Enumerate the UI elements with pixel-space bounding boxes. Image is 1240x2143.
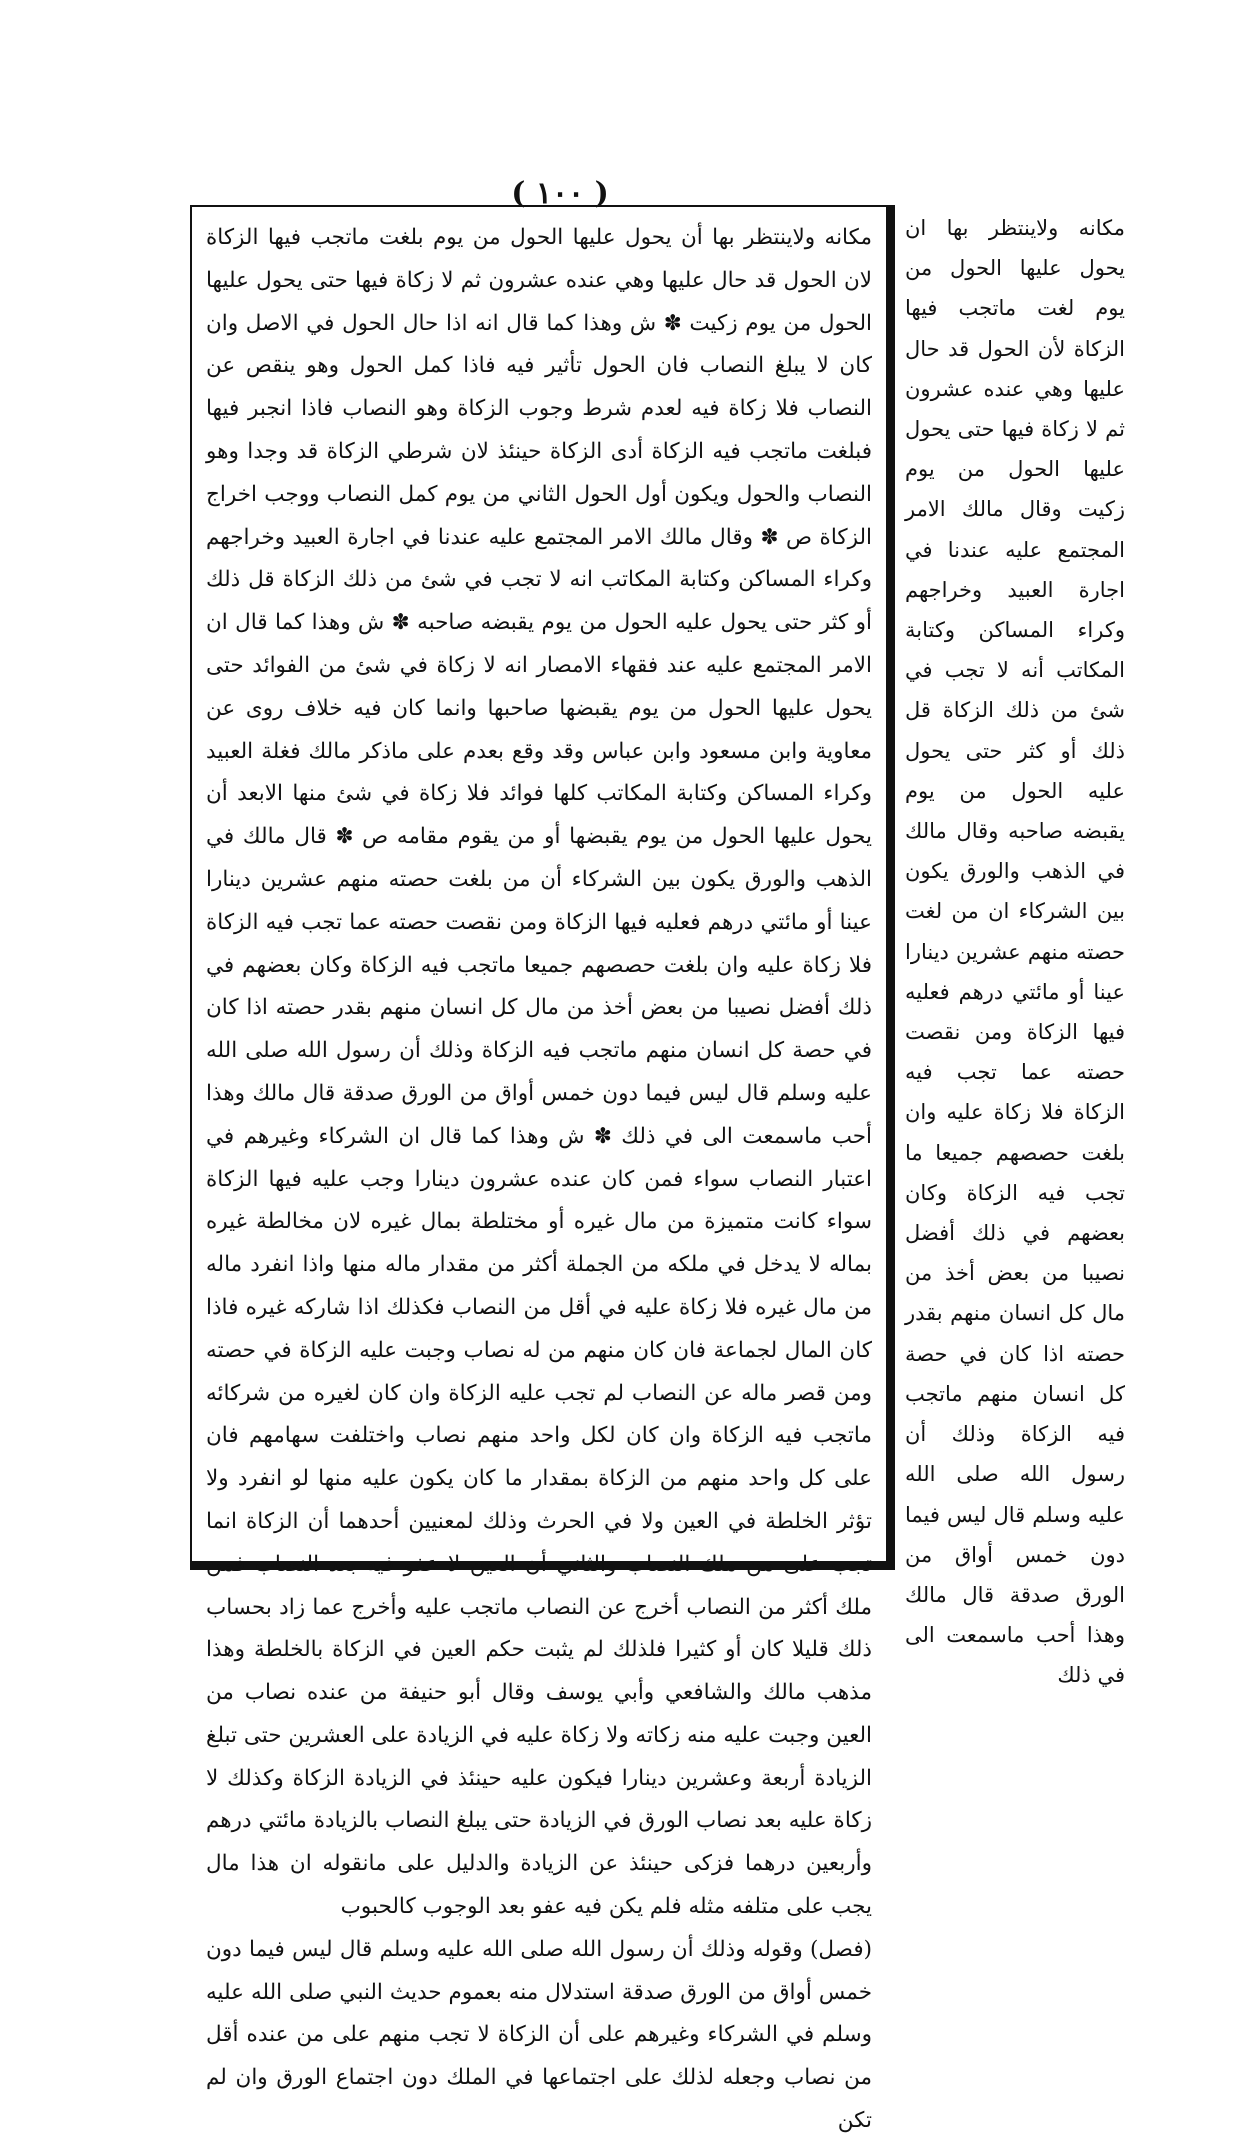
main-text-body [206, 217, 872, 2143]
main-paragraph: مكانه ولاينتظر بها أن يحول عليها الحول من يوم بلغت ماتجب فيها الزكاة لان الحول قد حال عليها وهي عنده عشرون ثم لا زكاة فيها حتى يحول عليها الحول من يوم زكيت ✽ ش وهذا كما قال انه اذا حال الحول في الاصل وان كان لا يبلغ النصاب فان الحول تأثير فيه فاذا كمل الحول وهو ينقص عن النصاب فلا زكاة فيه لعدم شرط وجوب الزكاة وهو النصاب فاذا انجبر فيها فبلغت ماتجب فيه الزكاة أدى الزكاة حينئذ لان شرطي الزكاة قد وجدا وهو النصاب والحول ويكون أول الحول الثاني من يوم كمل النصاب ووجب اخراج الزكاة ص ✽ وقال مالك الامر المجتمع عليه عندنا في اجارة العبيد وخراجهم وكراء المساكن وكتابة المكاتب انه لا تجب في شئ من ذلك الزكاة قل ذلك أو كثر حتى يحول عليه الحول من يوم يقبضه صاحبه ✽ ش وهذا كما قال ان الامر المجتمع عليه عند فقهاء الامصار انه لا زكاة في شئ من الفوائد حتى يحول عليها الحول من يوم يقبضها صاحبها وانما كان فيه خلاف روى عن معاوية وابن مسعود وابن عباس وقد وقع بعدم على ماذكر مالك فغلة العبيد وكراء المساكن وكتابة المكاتب كلها فوائد فلا زكاة في شئ منها الابعد أن يحول عليها الحول من يوم يقبضها أو من يقوم مقامه ص ✽ قال مالك في الذهب والورق يكون بين الشركاء أن من بلغت حصته منهم عشرين دينارا عينا أو مائتي درهم فعليه فيها الزكاة ومن نقصت حصته عما تجب فيه الزكاة فلا زكاة عليه وان بلغت حصصهم جميعا ماتجب فيه الزكاة وكان بعضهم في ذلك أفضل نصيبا من بعض أخذ من مال كل انسان منهم بقدر حصته اذا كان في حصة كل انسان منهم ماتجب فيه الزكاة وذلك أن رسول الله صلى الله عليه وسلم قال ليس فيما دون خمس أواق من الورق صدقة قال مالك وهذا أحب ماسمعت الى في ذلك ✽ ش وهذا كما قال ان الشركاء وغيرهم في اعتبار النصاب سواء فمن كان عنده عشرون دينارا وجب عليه فيها الزكاة سواء كانت متميزة من مال غيره أو مختلطة بمال غيره لان مخالطة غيره بماله لا يدخل في ملكه من الجملة أكثر من مقدار ماله منها واذا انفرد ماله من مال غيره فلا زكاة عليه في أقل من النصاب فكذلك اذا شاركه غيره فاذا كان المال لجماعة فان كان منهم من له نصاب وجبت عليه الزكاة في حصته ومن قصر ماله عن النصاب لم تجب عليه الزكاة وان كان لغيره من شركائه ماتجب فيه الزكاة وان كان لكل واحد منهم نصاب واختلفت سهامهم فان على كل واحد منهم من الزكاة بمقدار ما كان يكون عليه منها لو انفرد ولا تؤثر الخلطة في العين ولا في الحرث وذلك لمعنيين أحدهما أن الزكاة انما تجب على من ملك النصاب والثاني أن العين لا عفو فيه بعد النصاب فمن ملك أكثر من النصاب أخرج عن النصاب ماتجب عليه وأخرج عما زاد بحساب ذلك قليلا كان أو كثيرا فلذلك لم يثبت حكم العين في الزكاة بالخلطة وهذا مذهب مالك والشافعي وأبي يوسف وقال أبو حنيفة من عنده نصاب من العين وجبت عليه منه زكاته ولا زكاة عليه في الزيادة على العشرين حتى تبلغ الزيادة أربعة وعشرين دينارا فيكون عليه حينئذ في الزيادة الزكاة وكذلك لا زكاة عليه بعد نصاب الورق في الزيادة حتى يبلغ النصاب بالزيادة مائتي درهم وأربعين درهما فزكى حينئذ عن الزيادة والدليل على مانقوله ان هذا مال يجب على متلفه مثله فلم يكن فيه عفو بعد الوجوب كالحبوب [206, 225, 872, 1920]
fasl-paragraph: (فصل) وقوله وذلك أن رسول الله صلى الله عليه وسلم قال ليس فيما دون خمس أواق من الورق صدقة استدلال منه بعموم حديث النبي صلى الله عليه وسلم في الشركاء وغيرهم على أن الزكاة لا تجب منهم على من عنده أقل من نصاب وجعله لذلك على اجتماعها في الملك دون اجتماع الورق وان لم تكن [206, 1936, 872, 2134]
margin-paragraph: مكانه ولاينتظر بها ان يحول عليها الحول من يوم لغت ماتجب فيها الزكاة لأن الحول قد حال عليها وهي عنده عشرون ثم لا زكاة فيها حتى يحول عليها الحول من يوم زكيت وقال مالك الامر المجتمع عليه عندنا في اجارة العبيد وخراجهم وكراء المساكن وكتابة المكاتب أنه لا تجب في شئ من ذلك الزكاة قل ذلك أو كثر حتى يحول عليه الحول من يوم يقبضه صاحبه وقال مالك في الذهب والورق يكون بين الشركاء ان من لغت حصته منهم عشرين دينارا عينا أو مائتي درهم فعليه فيها الزكاة ومن نقصت حصته عما تجب فيه الزكاة فلا زكاة عليه وان بلغت حصصهم جميعا ما تجب فيه الزكاة وكان بعضهم في ذلك أفضل نصيبا من بعض أخذ من مال كل انسان منهم بقدر حصته اذا كان في حصة كل انسان منهم ماتجب فيه الزكاة وذلك أن رسول الله صلى الله عليه وسلم قال ليس فيما دون خمس أواق من الورق صدقة قال مالك وهذا أحب ماسمعت الى في ذلك [905, 216, 1125, 1688]
page-number: ( ١٠٠ ) [511, 176, 609, 211]
main-text-frame [190, 205, 895, 2134]
margin-text-column [905, 208, 1125, 1688]
